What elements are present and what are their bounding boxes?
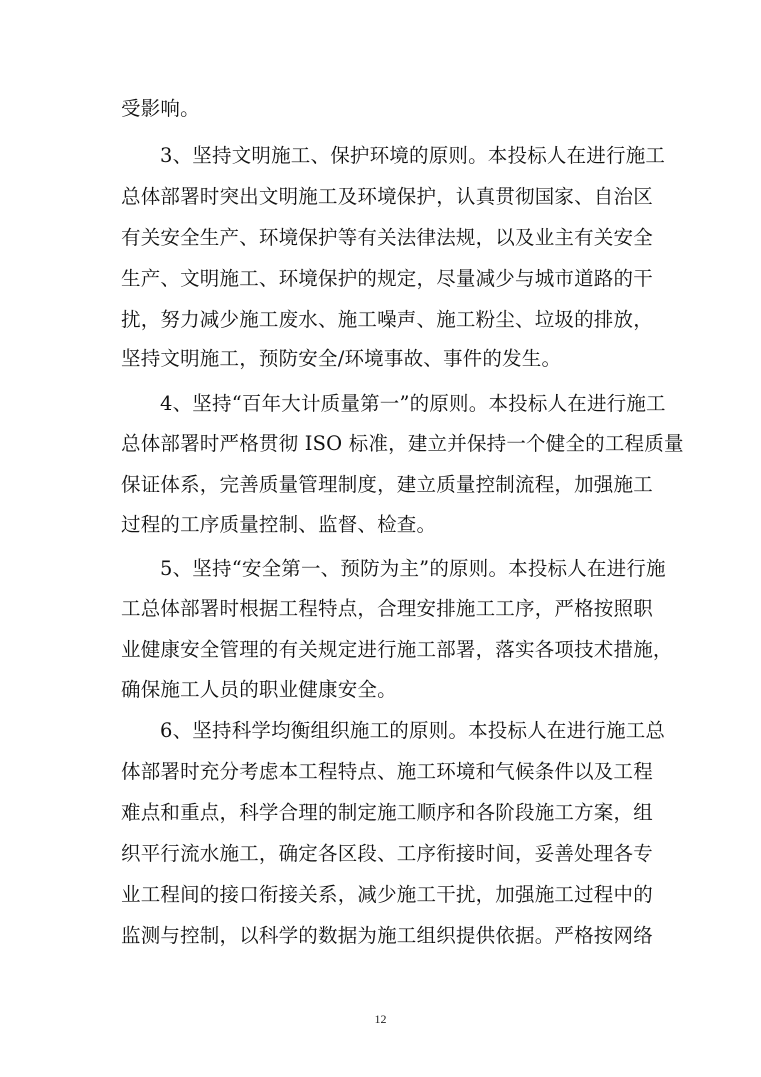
text-line: 过程的工序质量控制、监督、检查。 [121,513,437,536]
paragraph-3-start: 3、坚持文明施工、保护环境的原则。本投标人在进行施工 [160,144,666,167]
text-line: 业健康安全管理的有关规定进行施工部署，落实各项技术措施， [121,638,673,661]
text-line: 有关安全生产、环境保护等有关法律法规，以及业主有关安全 [121,226,653,249]
text-line: 监测与控制，以科学的数据为施工组织提供依据。严格按网络 [121,924,653,947]
paragraph-4-start: 4、坚持“百年大计质量第一”的原则。本投标人在进行施工 [160,392,666,415]
text-line: 难点和重点，科学合理的制定施工顺序和各阶段施工方案，组 [121,801,653,824]
text-line: 保证体系，完善质量管理制度，建立质量控制流程，加强施工 [121,473,653,496]
text-line: 工总体部署时根据工程特点，合理安排施工工序，严格按照职 [121,597,653,620]
text-line: 业工程间的接口衔接关系，减少施工干扰，加强施工过程中的 [121,883,653,906]
paragraph-5-start: 5、坚持“安全第一、预防为主”的原则。本投标人在进行施 [160,557,666,580]
page-number: 12 [374,1012,387,1026]
text-line: 坚持文明施工，预防安全/环境事故、事件的发生。 [121,347,562,370]
text-line: 扰，努力减少施工废水、施工噪声、施工粉尘、垃圾的排放， [121,308,653,331]
text-line: 体部署时充分考虑本工程特点、施工环境和气候条件以及工程 [121,760,653,783]
text-line: 总体部署时严格贯彻 ISO 标准，建立并保持一个健全的工程质量 [121,432,684,455]
text-line: 受影响。 [121,97,200,120]
text-line: 织平行流水施工，确定各区段、工序衔接时间，妥善处理各专 [121,842,653,865]
text-line: 总体部署时突出文明施工及环境保护，认真贯彻国家、自治区 [121,185,653,208]
text-line: 确保施工人员的职业健康安全。 [121,678,397,701]
text-line: 生产、文明施工、环境保护的规定，尽量减少与城市道路的干 [121,267,653,290]
paragraph-6-start: 6、坚持科学均衡组织施工的原则。本投标人在进行施工总 [160,719,666,742]
